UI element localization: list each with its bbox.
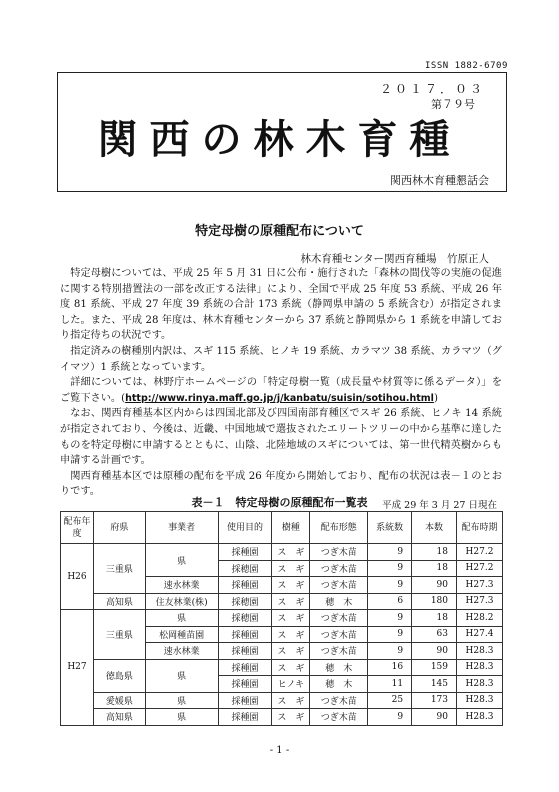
paragraph: なお、関西育種基本区内からは四国北部及び四国南部育種区でスギ 26 系統、ヒノキ 14 系統が指定されており、今後は、近畿、中国地域で選抜されたエリートツリーの中から基準に達したものを特定母樹に申請するとともに、山陰、北陸地域のスギについては、第一世代精英樹からも申請する計画です。 — [60, 408, 502, 467]
count-cell: 173 — [412, 692, 457, 709]
col-header: 本数 — [412, 512, 457, 544]
lines-cell: 9 — [368, 643, 412, 660]
lines-cell: 11 — [368, 676, 412, 693]
operator-cell: 県 — [145, 709, 218, 726]
count-cell: 63 — [412, 626, 457, 643]
form-cell: つぎ木苗 — [310, 544, 368, 561]
count-cell: 90 — [412, 643, 457, 660]
pref-cell: 高知県 — [93, 593, 145, 610]
form-cell: つぎ木苗 — [310, 577, 368, 594]
col-header: 系統数 — [368, 512, 412, 544]
purpose-cell: 採穂園 — [218, 610, 272, 627]
col-header: 配布形態 — [310, 512, 368, 544]
operator-cell: 住友林業(株) — [145, 593, 218, 610]
species-cell: ス ギ — [272, 709, 310, 726]
period-cell: H27.3 — [457, 577, 503, 594]
lines-cell: 9 — [368, 544, 412, 561]
period-cell: H27.4 — [457, 626, 503, 643]
lines-cell: 9 — [368, 709, 412, 726]
year-cell: H27 — [61, 610, 94, 726]
col-header: 府県 — [93, 512, 145, 544]
operator-cell: 県 — [145, 659, 218, 692]
species-cell: ス ギ — [272, 544, 310, 561]
species-cell: ス ギ — [272, 626, 310, 643]
species-cell: ヒノキ — [272, 676, 310, 693]
reference-link[interactable]: http://www.rinya.maff.go.jp/j/kanbatu/suisin/sotihou.html — [125, 392, 434, 404]
purpose-cell: 採種園 — [218, 692, 272, 709]
count-cell: 18 — [412, 610, 457, 627]
period-cell: H28.3 — [457, 643, 503, 660]
distribution-table — [60, 511, 503, 726]
species-cell: ス ギ — [272, 560, 310, 577]
period-cell: H27.2 — [457, 560, 503, 577]
table-row — [61, 544, 503, 561]
operator-cell: 県 — [145, 692, 218, 709]
form-cell: つぎ木苗 — [310, 560, 368, 577]
table-row — [61, 610, 503, 627]
paragraph: 指定済みの樹種別内訳は、スギ 115 系統、ヒノキ 19 系統、カラマツ 38 系統、カラマツ（グイマツ）1 系統となっています。 — [60, 345, 502, 373]
issue-number: 第７９号 — [431, 98, 475, 111]
col-header: 配布時期 — [457, 512, 503, 544]
count-cell: 159 — [412, 659, 457, 676]
article-title: 特定母樹の原種配布について — [195, 224, 364, 239]
col-header: 事業者 — [145, 512, 218, 544]
species-cell: ス ギ — [272, 577, 310, 594]
form-cell: つぎ木苗 — [310, 709, 368, 726]
lines-cell: 25 — [368, 692, 412, 709]
purpose-cell: 採種園 — [218, 659, 272, 676]
purpose-cell: 採種園 — [218, 577, 272, 594]
operator-cell: 速水林業 — [145, 577, 218, 594]
page-number: - 1 - — [269, 745, 290, 756]
table-header-row — [61, 512, 503, 544]
operator-cell: 速水林業 — [145, 643, 218, 660]
newsletter-title: 関西の林木育種 — [97, 116, 462, 163]
period-cell: H28.3 — [457, 676, 503, 693]
table-row — [61, 692, 503, 709]
form-cell: 穂 木 — [310, 676, 368, 693]
purpose-cell: 採穂園 — [218, 560, 272, 577]
purpose-cell: 採種園 — [218, 709, 272, 726]
issue-date: ２０１７．０３ — [379, 82, 485, 96]
count-cell: 18 — [412, 544, 457, 561]
purpose-cell: 採種園 — [218, 544, 272, 561]
lines-cell: 16 — [368, 659, 412, 676]
species-cell: ス ギ — [272, 643, 310, 660]
table-row — [61, 709, 503, 726]
operator-cell: 県 — [145, 610, 218, 627]
col-header: 樹種 — [272, 512, 310, 544]
period-cell: H28.3 — [457, 692, 503, 709]
table-title: 表－１ 特定母樹の原種配布一覧表 — [191, 496, 368, 509]
lines-cell: 9 — [368, 577, 412, 594]
purpose-cell: 採種園 — [218, 626, 272, 643]
operator-cell: 県 — [145, 544, 218, 577]
species-cell: ス ギ — [272, 692, 310, 709]
count-cell: 90 — [412, 577, 457, 594]
species-cell: ス ギ — [272, 659, 310, 676]
lines-cell: 6 — [368, 593, 412, 610]
form-cell: 穂 木 — [310, 659, 368, 676]
purpose-cell: 採種園 — [218, 676, 272, 693]
col-header: 使用目的 — [218, 512, 272, 544]
period-cell: H27.2 — [457, 544, 503, 561]
paragraph: 関西育種基本区では原種の配布を平成 26 年度から開始しており、配布の状況は表－１のとおりです。 — [60, 470, 502, 498]
period-cell: H28.2 — [457, 610, 503, 627]
paragraph: 詳細については、林野庁ホームページの「特定母樹一覧（成長量や材質等に係るデータ）」をご覧下さい。(http://www.rinya.maff.go.jp/j/kanbatu/suisin/sotihou.html) — [60, 377, 502, 404]
form-cell: つぎ木苗 — [310, 692, 368, 709]
lines-cell: 9 — [368, 560, 412, 577]
table-row — [61, 593, 503, 610]
period-cell: H28.3 — [457, 659, 503, 676]
form-cell: つぎ木苗 — [310, 626, 368, 643]
pref-cell: 三重県 — [93, 544, 145, 594]
lines-cell: 9 — [368, 610, 412, 627]
pref-cell: 三重県 — [93, 610, 145, 660]
operator-cell: 松岡種苗園 — [145, 626, 218, 643]
purpose-cell: 採穂園 — [218, 593, 272, 610]
purpose-cell: 採種園 — [218, 643, 272, 660]
article-author: 林木育種センター関西育種場 竹原正人 — [300, 253, 489, 265]
issn: ISSN 1882-6709 — [425, 61, 508, 71]
count-cell: 180 — [412, 593, 457, 610]
pref-cell: 愛媛県 — [93, 692, 145, 709]
count-cell: 145 — [412, 676, 457, 693]
count-cell: 18 — [412, 560, 457, 577]
paragraph: 特定母樹については、平成 25 年 5 月 31 日に公布・施行された「森林の間伐等の実施の促進に関する特別措置法の一部を改正する法律」により、全国で平成 25 年度 53 系統、平成 26 年度 81 系統、平成 27 年度 39 系統の合計 173 系統（静岡県申請の 5 系統含む）が指定されました。また、平成 28 年度は、林木育種センターから 37 系統と静岡県から 1 系統を申請しており指定待ちの状況です。 — [60, 268, 502, 342]
form-cell: 穂 木 — [310, 593, 368, 610]
species-cell: ス ギ — [272, 610, 310, 627]
form-cell: つぎ木苗 — [310, 643, 368, 660]
pref-cell: 徳島県 — [93, 659, 145, 692]
year-cell: H26 — [61, 544, 94, 610]
article-body — [60, 266, 502, 500]
period-cell: H27.3 — [457, 593, 503, 610]
period-cell: H28.3 — [457, 709, 503, 726]
table-as-of-date: 平成 29 年 3 月 27 日現在 — [382, 500, 497, 511]
pref-cell: 高知県 — [93, 709, 145, 726]
count-cell: 90 — [412, 709, 457, 726]
species-cell: ス ギ — [272, 593, 310, 610]
table-row — [61, 659, 503, 676]
form-cell: つぎ木苗 — [310, 610, 368, 627]
lines-cell: 9 — [368, 626, 412, 643]
publisher: 関西林木育種懇話会 — [390, 174, 489, 187]
col-header: 配布年度 — [61, 512, 94, 544]
